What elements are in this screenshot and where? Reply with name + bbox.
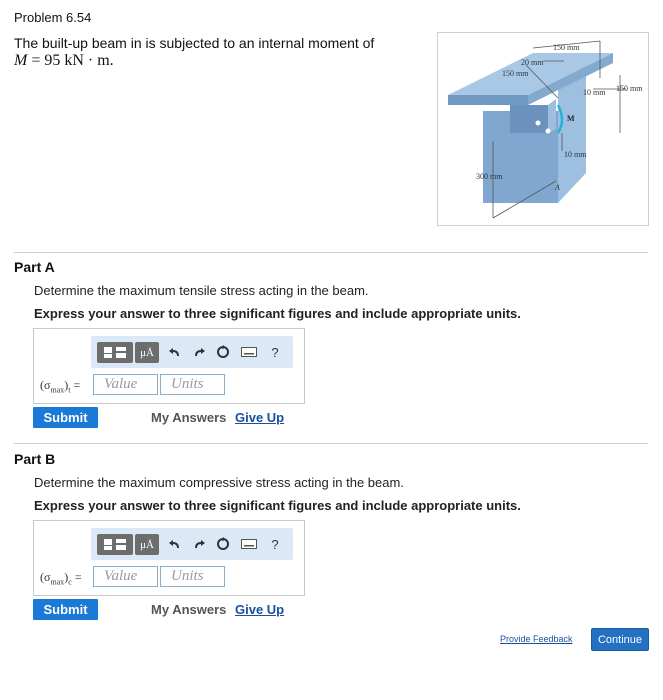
provide-feedback-link[interactable]: Provide Feedback (500, 634, 573, 644)
part-b-give-up-link[interactable]: Give Up (235, 602, 285, 617)
part-a-question: Determine the maximum tensile stress acting in the beam. (34, 283, 369, 298)
statement-text: The built-up beam in is subjected to an internal moment of (14, 35, 375, 51)
divider (14, 252, 648, 253)
redo-icon[interactable] (191, 342, 207, 362)
dim-300: 300 mm (476, 172, 503, 181)
part-a-toolbar (91, 336, 293, 368)
part-b-units-input[interactable]: Units (160, 566, 225, 587)
dim-150-right: 150 mm (616, 84, 643, 93)
part-b-value-input[interactable]: Value (93, 566, 158, 587)
undo-icon[interactable] (167, 342, 183, 362)
part-a-my-answers: My Answers (151, 410, 227, 425)
part-b-instruction: Express your answer to three significant figures and include appropriate units. (34, 498, 521, 513)
problem-title: Problem 6.54 (14, 10, 92, 25)
moment-value: = 95 kN · m. (27, 52, 114, 69)
help-icon[interactable]: ? (271, 344, 279, 360)
part-b-question: Determine the maximum compressive stress acting in the beam. (34, 475, 404, 490)
moment-equation (14, 52, 424, 69)
reset-icon[interactable] (215, 342, 231, 362)
help-icon[interactable]: ? (271, 536, 279, 552)
dim-150-top: 150 mm (553, 43, 580, 52)
part-a-submit-button[interactable]: Submit (33, 407, 98, 428)
part-b-variable-label: $(\sigma_{max})_c$ = (40, 570, 82, 587)
units-icon[interactable]: μÅ (135, 342, 159, 363)
part-a-units-input[interactable]: Units (160, 374, 225, 395)
keyboard-icon[interactable] (239, 342, 259, 362)
reset-icon[interactable] (215, 534, 231, 554)
point-a: A (555, 183, 560, 192)
part-a-instruction: Express your answer to three significant figures and include appropriate units. (34, 306, 521, 321)
moment-label: M (567, 114, 575, 123)
beam-figure (437, 32, 649, 226)
templates-icon[interactable] (97, 534, 133, 555)
beam-illustration (438, 33, 648, 225)
dim-20: 20 mm (521, 58, 544, 67)
part-a-variable-label: $(\sigma_{max})_t$ = (40, 378, 81, 395)
problem-statement (14, 35, 424, 69)
undo-icon[interactable] (167, 534, 183, 554)
divider (14, 443, 648, 444)
part-a-title: Part A (14, 259, 55, 275)
keyboard-icon[interactable] (239, 534, 259, 554)
templates-icon[interactable] (97, 342, 133, 363)
part-a-value-input[interactable]: Value (93, 374, 158, 395)
part-b-my-answers: My Answers (151, 602, 227, 617)
dim-10-bottom: 10 mm (564, 150, 587, 159)
units-icon[interactable]: μÅ (135, 534, 159, 555)
part-b-toolbar (91, 528, 293, 560)
part-a-give-up-link[interactable]: Give Up (235, 410, 285, 425)
dim-150-left: 150 mm (502, 69, 529, 78)
part-b-submit-button[interactable]: Submit (33, 599, 98, 620)
part-b-title: Part B (14, 451, 56, 467)
redo-icon[interactable] (191, 534, 207, 554)
dim-10-top: 10 mm (583, 88, 606, 97)
continue-button[interactable]: Continue (591, 628, 649, 651)
moment-symbol: M (14, 52, 28, 69)
